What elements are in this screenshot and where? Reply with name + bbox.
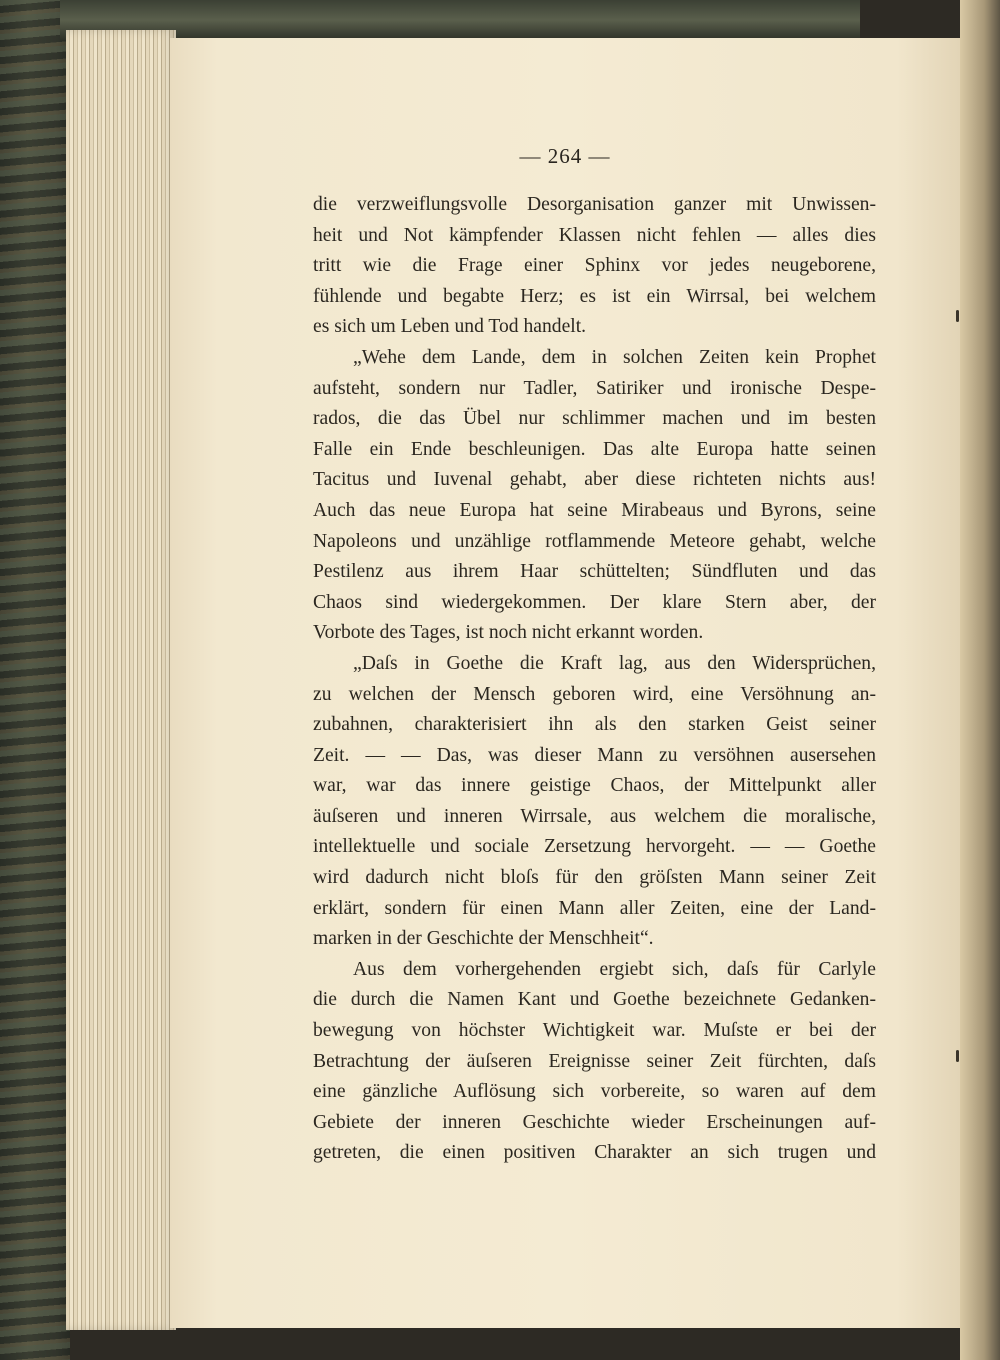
- text-line: rados, die das Übel nur schlimmer machen und im besten: [313, 408, 876, 430]
- text-line: Falle ein Ende beschleunigen. Das alte Europa hatte seinen: [313, 438, 876, 460]
- margin-mark: [956, 1050, 959, 1062]
- text-line: heit und Not kämpfender Klassen nicht fehlen — alles dies: [313, 224, 876, 246]
- book-page: [170, 38, 960, 1328]
- text-line: Zeit. — — Das, was dieser Mann zu versöhnen ausersehen: [313, 744, 876, 766]
- text-line: wird dadurch nicht bloſs für den gröſsten Mann seiner Zeit: [313, 867, 876, 889]
- text-line: Pestilenz aus ihrem Haar schüttelten; Sündfluten und das: [313, 561, 876, 583]
- text-line: intellektuelle und sociale Zersetzung hervorgeht. — — Goethe: [313, 836, 876, 858]
- text-line: eine gänzliche Auflösung sich vorbereite, so waren auf dem: [313, 1081, 876, 1103]
- page-number: — 264 —: [519, 144, 611, 168]
- text-line: Tacitus und Iuvenal gehabt, aber diese richteten nichts aus!: [313, 469, 876, 491]
- text-line: fühlende und begabte Herz; es ist ein Wirrsal, bei welchem: [313, 285, 876, 307]
- text-line: zubahnen, charakterisiert ihn als den starken Geist seiner: [313, 714, 876, 736]
- text-line: die durch die Namen Kant und Goethe bezeichnete Gedanken-: [313, 989, 876, 1011]
- text-line: tritt wie die Frage einer Sphinx vor jedes neugeborene,: [313, 255, 876, 277]
- text-line: Napoleons und unzählige rotflammende Meteore gehabt, welche: [313, 530, 876, 552]
- text-line: erklärt, sondern für einen Mann aller Zeiten, eine der Land-: [313, 897, 876, 919]
- book-cover-top: [60, 0, 860, 40]
- text-line: äuſseren und inneren Wirrsale, aus welchem die moralische,: [313, 805, 876, 827]
- text-line: die verzweiflungsvolle Desorganisation ganzer mit Unwissen-: [313, 194, 876, 215]
- text-line: getreten, die einen positiven Charakter an sich trugen und: [313, 1142, 876, 1164]
- book-cover-edge: [0, 0, 70, 1360]
- text-line: Aus dem vorhergehenden ergiebt sich, daſs für Carlyle: [353, 958, 876, 980]
- text-line: Chaos sind wiedergekommen. Der klare Stern aber, der: [313, 591, 876, 613]
- text-line: Gebiete der inneren Geschichte wieder Erscheinungen auf-: [313, 1111, 876, 1133]
- book-right-edge: [960, 0, 1000, 1360]
- text-line: bewegung von höchster Wichtigkeit war. Muſste er bei der: [313, 1020, 876, 1042]
- text-line: es sich um Leben und Tod handelt.: [313, 316, 587, 338]
- text-line: Vorbote des Tages, ist noch nicht erkannt worden.: [313, 622, 704, 644]
- page-text: [313, 190, 876, 1169]
- text-line: marken in der Geschichte der Menschheit“.: [313, 928, 654, 950]
- page-edges-stack: [66, 30, 176, 1330]
- text-line: Auch das neue Europa hat seine Mirabeaus und Byrons, seine: [313, 499, 876, 521]
- text-line: „Wehe dem Lande, dem in solchen Zeiten kein Prophet: [353, 346, 876, 368]
- text-line: zu welchen der Mensch geboren wird, eine Versöhnung an-: [313, 683, 876, 705]
- text-line: „Daſs in Goethe die Kraft lag, aus den Widersprüchen,: [353, 652, 876, 674]
- margin-mark: [956, 310, 959, 322]
- text-line: aufsteht, sondern nur Tadler, Satiriker und ironische Despe-: [313, 377, 876, 399]
- text-line: Betrachtung der äuſseren Ereignisse seiner Zeit fürchten, daſs: [313, 1050, 876, 1072]
- text-line: war, war das innere geistige Chaos, der Mittelpunkt aller: [313, 775, 876, 797]
